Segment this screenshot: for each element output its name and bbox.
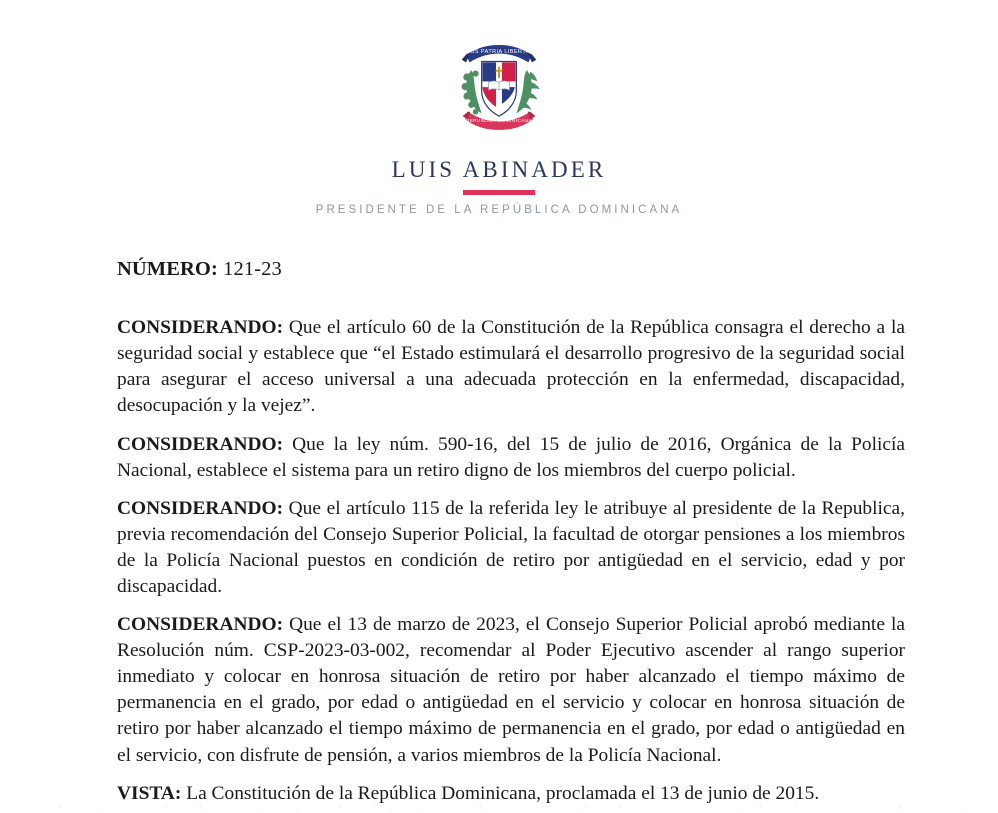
clause-text: Que el artículo 60 de la Constitución de la República consagra el derecho a la seguridad social y establece que “el Estado estimulará el desarrollo progresivo de la seguridad social para asegurar el acceso universal a una adecuada protección en la enfermedad, discapacidad, desocupación y la vejez”. bbox=[117, 317, 905, 417]
president-subtitle: PRESIDENTE DE LA REPÚBLICA DOMINICANA bbox=[315, 204, 683, 216]
dominican-republic-coat-of-arms-icon bbox=[447, 32, 551, 136]
clause-paragraph bbox=[117, 612, 905, 769]
clause-keyword: CONSIDERANDO: bbox=[117, 614, 284, 636]
svg-text:REPUBLICA DOMINICANA: REPUBLICA DOMINICANA bbox=[465, 119, 533, 125]
clause-text: Que la ley núm. 590-16, del 15 de julio de 2016, Orgánica de la Policía Nacional, establece el sistema para un retiro digno de los miembros del cuerpo policial. bbox=[117, 433, 905, 481]
decree-number-value: 121-23 bbox=[223, 257, 282, 280]
name-underline-rule bbox=[463, 190, 535, 195]
letterhead bbox=[0, 0, 998, 217]
clause-text: La Constitución de la República Dominicana, proclamada el 13 de junio de 2015. bbox=[181, 782, 820, 804]
decree-number-label: NÚMERO: bbox=[117, 257, 218, 280]
clause-paragraph bbox=[117, 432, 905, 484]
clause-keyword: CONSIDERANDO: bbox=[117, 317, 284, 339]
decree-number-line bbox=[117, 257, 905, 283]
president-name: LUIS ABINADER bbox=[391, 157, 607, 182]
clause-text: Que el artículo 115 de la referida ley le atribuye al presidente de la Republica, previa recomendación del Consejo Superior Policial, la facultad de otorgar pensiones a los miembros de la Policía Nacional puestos en condición de retiro por antigüedad en el servicio, edad y por discapacidad. bbox=[117, 497, 905, 597]
svg-text:DIOS PATRIA LIBERTAD: DIOS PATRIA LIBERTAD bbox=[463, 48, 535, 55]
clause-keyword: CONSIDERANDO: bbox=[117, 433, 284, 455]
clause-paragraph bbox=[117, 315, 905, 419]
clause-paragraph bbox=[117, 781, 905, 807]
clause-keyword: VISTA: bbox=[117, 782, 182, 804]
clause-text: Que el 13 de marzo de 2023, el Consejo Superior Policial aprobó mediante la Resolución núm. CSP-2023-03-002, recomendar al Poder Ejecutivo ascender al rango superior inmediato y colocar en honrosa situación de retiro por haber alcanzado el tiempo máximo de permanencia en el grado, por edad o antigüedad en el servicio y colocar en honrosa situación de retiro por haber alcanzado el tiempo máximo de permanencia en el grado, por edad o antigüedad en el servicio, con disfrute de pensión, a varios miembros de la Policía Nacional. bbox=[117, 614, 905, 766]
document-body bbox=[0, 217, 998, 807]
clause-paragraph bbox=[117, 496, 905, 600]
clause-keyword: CONSIDERANDO: bbox=[117, 497, 284, 519]
emblem-top-banner-icon bbox=[462, 45, 537, 62]
